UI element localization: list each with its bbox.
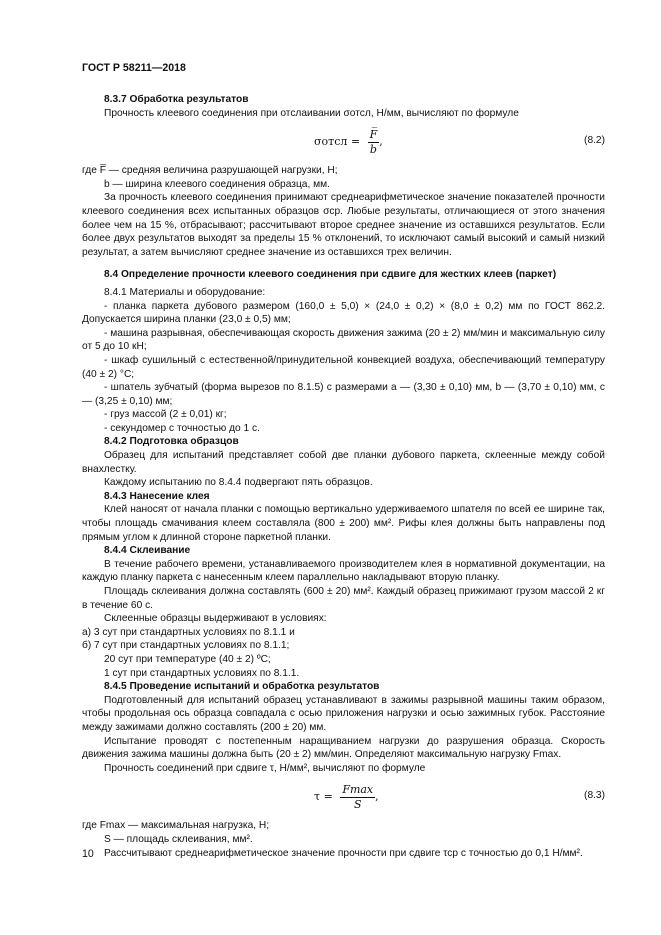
- page-content: [82, 93, 605, 860]
- document-header: ГОСТ Р 58211—2018: [82, 62, 186, 74]
- formula-8-2: [82, 122, 605, 162]
- condition-b: б) 7 сут при стандартных условиях по 8.1.1;: [82, 640, 290, 652]
- formula-8-2-expression: [314, 128, 383, 156]
- formula-8-3-numerator: Fmax: [342, 783, 374, 797]
- page-number: 10: [82, 848, 94, 860]
- formula-8-3-lhs: τ =: [314, 790, 333, 804]
- materials-item-1: - планка паркета дубового размером (160,0 ± 5,0) × (24,0 ± 0,2) × (8,0 ± 0,2) мм по ГОСТ 862.2. Допускается ширина планки (23,0 ± 0,5) мм;: [82, 300, 605, 326]
- where-8-2-line-1: где F̅ — средняя величина разрушающей нагрузки, Н;: [82, 165, 338, 177]
- section-8-3-7-intro: Прочность клеевого соединения при отслаивании σотсл, Н/мм, вычисляют по формуле: [104, 107, 519, 119]
- section-8-4-4-text-1: В течение рабочего времени, устанавливаемого производителем клея в нормативной документации, на каждую планку паркета с нанесенным клеем параллельно накладывают вторую планку.: [82, 558, 605, 584]
- section-8-4-5-text-1: Подготовленный для испытаний образец устанавливают в зажимы разрывной машины таким образом, чтобы продольная ось образца совпадала с осью приложения нагрузки и осью зажимных губок. Расстояние между зажимами должно составлять (200 ± 20) мм.: [82, 694, 605, 733]
- materials-item-4: - шпатель зубчатый (форма вырезов по 8.1.5) с размерами a — (3,30 ± 0,10) мм, b — (3,70 ± 0,10) мм, c — (3,25 ± 0,10) мм;: [82, 382, 605, 407]
- materials-item-5: - груз массой (2 ± 0,01) кг;: [104, 409, 227, 421]
- formula-8-2-denominator: b: [369, 142, 377, 156]
- formula-8-2-numerator: F̅: [369, 128, 378, 142]
- formula-8-2-lhs: σотсл =: [314, 135, 361, 149]
- section-8-4-3-text: Клей наносят от начала планки с помощью вертикально удерживаемого шпателя по всей ее ширине так, чтобы площадь смачивания клеем составляла (800 ± 200) мм². Рифы клея должны быть направлены под прямым углом к длинной стороне паркетной планки.: [82, 504, 605, 543]
- section-8-4-2-text-1: Образец для испытаний представляет собой две планки дубового паркета, склеенные между собой внахлестку.: [82, 450, 605, 475]
- formula-8-2-label: (8.2): [584, 135, 605, 147]
- where-8-2-line-2: b — ширина клеевого соединения образца, мм.: [104, 178, 330, 190]
- condition-b-3: 1 сут при стандартных условиях по 8.1.1.: [104, 667, 300, 679]
- section-8-3-7-heading: 8.3.7 Обработка результатов: [104, 94, 249, 105]
- section-8-4-3-heading: 8.4.3 Нанесение клея: [104, 490, 210, 502]
- condition-a: а) 3 сут при стандартных условиях по 8.1.1 и: [82, 626, 295, 638]
- formula-8-3: [82, 777, 605, 817]
- materials-item-6: - секундомер с точностью до 1 с.: [104, 422, 260, 434]
- formula-8-3-fraction: [340, 783, 375, 811]
- materials-item-3: - шкаф сушильный с естественной/принудительной конвекцией воздуха, обеспечивающий температуру (40 ± 2) °С;: [82, 354, 605, 380]
- section-8-3-7-body: За прочность клеевого соединения принимают среднеарифметическое значение показателей прочности клеевого соединения всех испытанных образцов σср. Любые результаты, отличающиеся от этого значения более чем на 15 %, отбрасывают; рассчитывают второе среднее значение из оставшихся результатов. Если более двух результатов выходят за пределы 15 % отклонений, то исключают самый высокий и самый низкий результат, а затем вычисляют среднее значение из оставшихся трех величин.: [82, 192, 605, 258]
- section-8-4-5-text-2: Испытание проводят с постепенным наращиванием нагрузки до разрушения образца. Скорость движения зажима машины должна быть (20 ± 2) мм/мин. Определяют максимальную нагрузку Fmax.: [82, 735, 605, 761]
- formula-8-3-label: (8.3): [584, 790, 605, 802]
- where-8-3-line-2: S — площадь склеивания, мм².: [104, 833, 253, 845]
- section-8-4-4-text-3: Склеенные образцы выдерживают в условиях:: [104, 613, 327, 625]
- formula-8-2-tail: ,: [379, 135, 383, 149]
- formula-8-2-fraction: [368, 128, 380, 156]
- section-8-4-2-heading: 8.4.2 Подготовка образцов: [104, 436, 239, 448]
- formula-8-3-denominator: S: [353, 797, 362, 811]
- section-8-4-5-final: Рассчитывают среднеарифметическое значение прочности при сдвиге τср с точностью до 0,1 Н/мм².: [104, 847, 583, 859]
- materials-item-2: - машина разрывная, обеспечивающая скорость движения зажима (20 ± 2) мм/мин и максимальную силу от 5 до 10 кН;: [82, 327, 605, 353]
- formula-8-3-expression: [314, 783, 379, 811]
- section-8-4-4-text-2: Площадь склеивания должна составлять (600 ± 20) мм². Каждый образец прижимают грузом массой 2 кг в течение 60 с.: [82, 586, 605, 611]
- condition-b-2: 20 сут при температуре (40 ± 2) ºС;: [104, 653, 271, 665]
- section-8-4-4-heading: 8.4.4 Склеивание: [104, 545, 191, 557]
- formula-8-3-tail: ,: [375, 790, 379, 804]
- section-8-4-5-text-3: Прочность соединений при сдвиге τ, Н/мм², вычисляют по формуле: [104, 762, 426, 774]
- section-8-4-1-text: 8.4.1 Материалы и оборудование:: [104, 286, 266, 298]
- section-8-4-heading: 8.4 Определение прочности клеевого соединения при сдвиге для жестких клеев (паркет): [104, 269, 557, 281]
- where-8-3-line-1: где Fmax — максимальная нагрузка, Н;: [82, 820, 270, 832]
- section-8-4-5-heading: 8.4.5 Проведение испытаний и обработка результатов: [104, 681, 380, 693]
- section-8-4-2-text-2: Каждому испытанию по 8.4.4 подвергают пять образцов.: [104, 477, 373, 489]
